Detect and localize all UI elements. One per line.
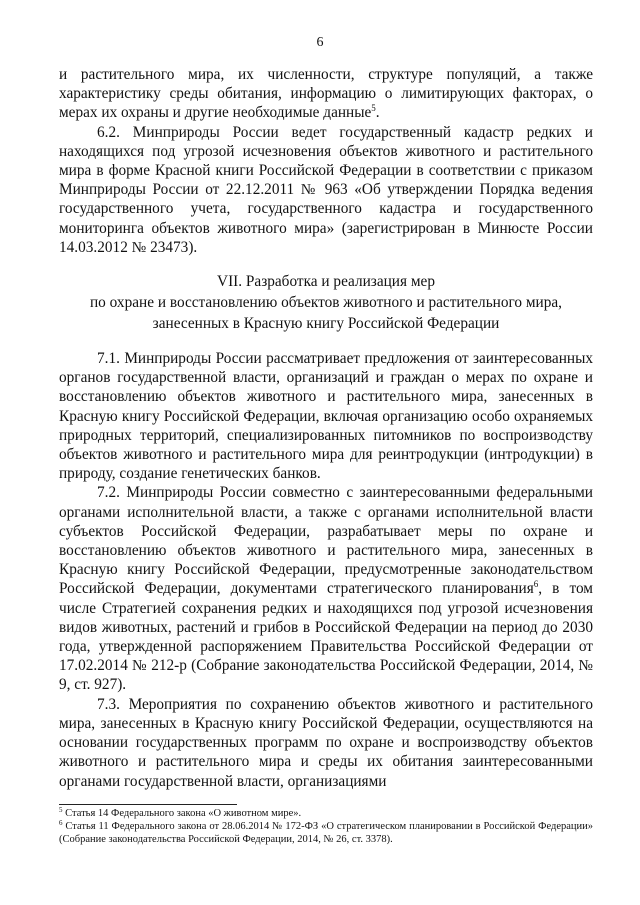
section-heading-line-1: VII. Разработка и реализация мер — [217, 273, 435, 291]
paragraph-continuation — [59, 65, 593, 123]
footnote-ref-6: 6 — [533, 579, 539, 590]
footnote-mark: 5 — [59, 806, 63, 814]
footnote-ref-5: 5 — [371, 103, 376, 114]
paragraph-text: и растительного мира, их численности, структуре популяций, а также характеристику среды обитания, информацию о лимитирующих факторах, о мерах их охраны и другие необходимые данные — [59, 66, 593, 122]
paragraph-7-3: 7.3. Мероприятия по сохранению объектов животного и растительного мира, занесенных в Красную книгу Российской Федерации, осуществляются на основании государственных программ по охране и воспроизводству объектов животного и растительного мира и среды их обитания заинтересованными органами государственной власти, организациями — [59, 695, 593, 790]
footnote-6 — [59, 820, 593, 846]
footnote-text: Статья 11 Федерального закона от 28.06.2014 № 172-ФЗ «О стратегическом планировании в Российской Федерации» (Собрание законодательства Российской Федерации, 2014, № 26, ст. 3378). — [59, 821, 593, 846]
document-body — [59, 65, 593, 791]
footnotes — [59, 807, 593, 847]
footnote-separator — [59, 804, 237, 805]
section-heading-line-2: по охране и восстановлению объектов животного и растительного мира, — [90, 294, 562, 312]
paragraph-6-2: 6.2. Минприроды России ведет государственный кадастр редких и находящихся под угрозой исчезновения объектов животного и растительного мира в форме Красной книги Российской Федерации в соответствии с приказом Минприроды России от 22.12.2011 № 963 «Об утверждении Порядка ведения государственного учета, государственного кадастра и государственного мониторинга объектов животного мира» (зарегистрирован в Минюсте России 14.03.2012 № 23473). — [59, 123, 593, 256]
section-heading-line-3: занесенных в Красную книгу Российской Федерации — [152, 315, 500, 333]
footnote-text: Статья 14 Федерального закона «О животном мире». — [62, 808, 302, 819]
paragraph-text-cont: , в том числе Стратегией сохранения редких и находящихся под угрозой исчезновения видов животных, растений и грибов в Российской Федерации на период до 2030 года, утвержденной распоряжением Правительства Российской Федерации от 17.02.2014 № 212-р (Собрание законодательства Российской Федерации, 2014, № 9, ст. 927). — [59, 580, 593, 694]
footnote-5 — [59, 807, 593, 820]
page-number: 6 — [316, 35, 324, 50]
footnote-mark: 6 — [59, 819, 63, 828]
section-heading — [59, 271, 593, 334]
paragraph-end: . — [375, 104, 380, 122]
paragraph-7-2 — [59, 483, 593, 694]
paragraph-text: 7.2. Минприроды России совместно с заинтересованными федеральными органами исполнительной власти, а также с органами исполнительной власти субъектов Российской Федерации, разрабатывает меры по охране и восстановлению объектов животного и растительного мира, занесенных в Красную книгу Российской Федерации, предусмотренные законодательством Российской Федерации, документами стратегического планирования — [59, 484, 593, 598]
paragraph-7-1: 7.1. Минприроды России рассматривает предложения от заинтересованных органов государственной власти, организаций и граждан о мерах по охране и восстановлению объектов животного и растительного мира, занесенных в Красную книгу Российской Федерации, включая организацию особо охраняемых природных территорий, специализированных питомников по воспроизводству объектов животного и растительного мира для реинтродукции (интродукции) в природу, создание генетических банков. — [59, 350, 593, 483]
